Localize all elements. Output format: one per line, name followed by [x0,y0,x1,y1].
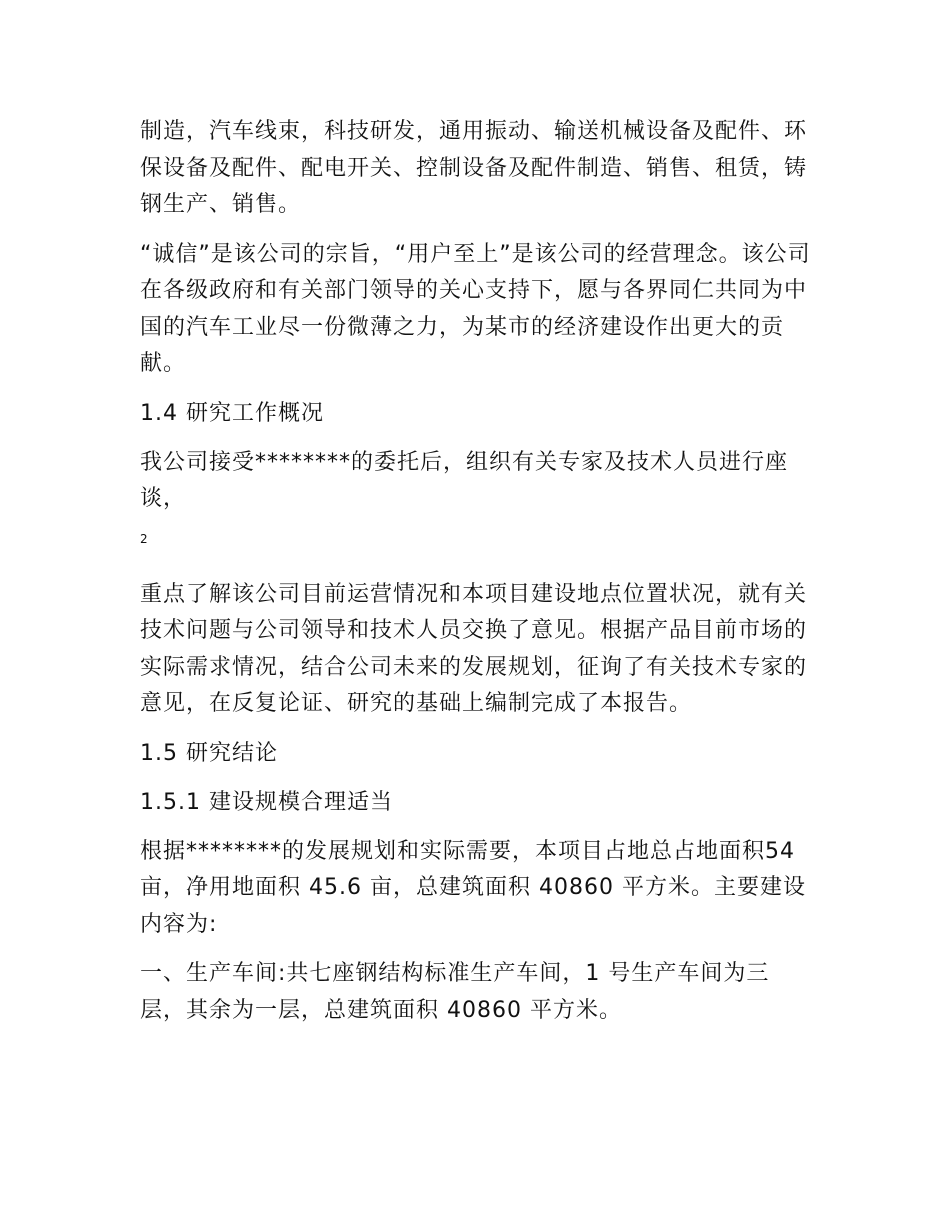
section-heading-1-4: 1.4 研究工作概况 [140,400,324,426]
paragraph-research-overview-continued: 重点了解该公司目前运营情况和本项目建设地点位置状况，就有关技术问题与公司领导和技术人员交换了意见。根据产品目前市场的实际需求情况，结合公司未来的发展规划，征询了有关技术专家的意见，在反复论证、研究的基础上编制完成了本报告。 [140,581,808,716]
paragraph-construction-scale: 根据********的发展规划和实际需要，本项目占地总占地面积54 亩，净用地面积 45.6 亩，总建筑面积 40860 平方米。主要建设内容为: [140,838,806,937]
subsection-heading-1-5-1: 1.5.1 建设规模合理适当 [140,789,393,815]
paragraph-business-scope: 制造，汽车线束，科技研发，通用振动、输送机械设备及配件、环保设备及配件、配电开关、控制设备及配件制造、销售、租赁，铸钢生产、销售。 [140,119,808,217]
paragraph-production-workshop: 一、生产车间:共七座钢结构标准生产车间，1 号生产车间为三层，其余为一层，总建筑面积 40860 平方米。 [140,961,770,1023]
paragraph-research-overview-start: 我公司接受********的委托后，组织有关专家及技术人员进行座谈， [140,449,789,511]
paragraph-company-philosophy: “诚信”是该公司的宗旨，“用户至上”是该公司的经营理念。该公司在各级政府和有关部门领导的关心支持下，愿与各界同仁共同为中国的汽车工业尽一份微薄之力，为某市的经济建设作出更大的贡献。 [140,241,811,376]
document-body [140,114,812,1042]
section-heading-1-5: 1.5 研究结论 [140,740,278,766]
page-number: 2 [140,531,148,546]
